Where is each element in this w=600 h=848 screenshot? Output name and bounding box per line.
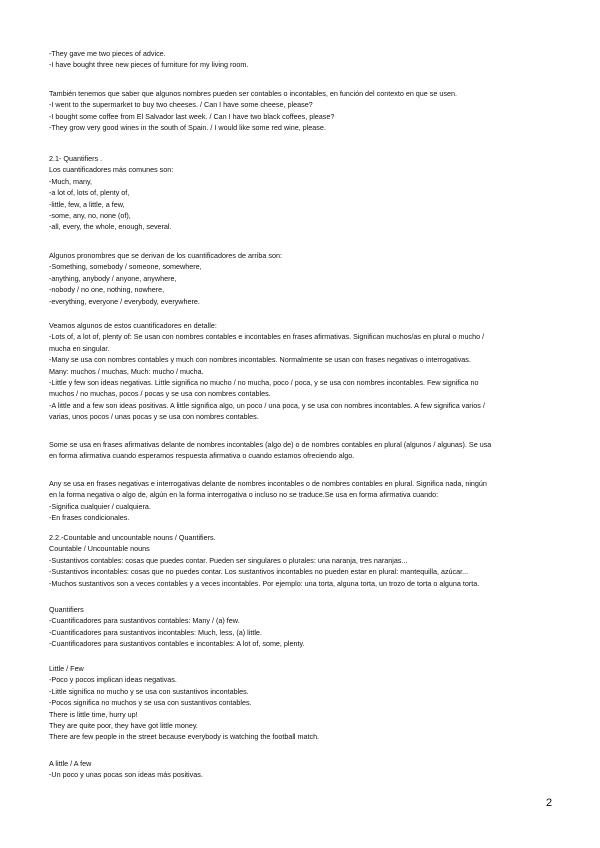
text-line: -They gave me two pieces of advice. [49,49,166,58]
section-2-2-countable-uncountable [49,532,559,589]
text-line: Veamos algunos de estos cuantificadores en detalle: [49,321,217,330]
text-line: -Sustantivos incontables: cosas que no puedes contar. Los sustantivos incontables no pueden estar en plural: mantequilla, azúcar... [49,567,469,577]
paragraph-little-few [49,663,559,743]
text-line: -Cuantificadores para sustantivos contables e incontables: A lot of, some, plenty. [49,639,305,649]
paragraph-quantifiers-list [49,604,559,650]
subheading: Countable / Uncountable nouns [49,544,150,554]
text-line: muchos / no muchas, pocos / pocas y se usa con nombres contables. [49,389,271,399]
text-line: -I went to the supermarket to buy two cheeses. / Can I have some cheese, please? [49,100,313,110]
text-line: -Cuantificadores para sustantivos incontables: Much, less, (a) little. [49,627,262,637]
section-2-1-quantifiers [49,153,559,233]
text-line: -nobody / no one, nothing, nowhere, [49,285,165,295]
text-line: -everything, everyone / everybody, everywhere. [49,296,200,306]
text-line: -a lot of, lots of, plenty of, [49,188,130,198]
text-line: -Something, somebody / someone, somewhere, [49,262,202,272]
text-line: Algunos pronombres que se derivan de los cuantificadores de arriba son: [49,251,282,260]
subheading: Little / Few [49,664,84,673]
paragraph-derived-pronouns [49,250,559,307]
text-line: -Sustantivos contables: cosas que puedes contar. Pueden ser singulares o plurales: una naranja, tres naranjas... [49,555,408,565]
text-line: -Muchos sustantivos son a veces contables y a veces incontables. Por ejemplo: una torta, alguna torta, un trozo de torta o alguna torta. [49,578,480,588]
text-line: en forma afirmativa cuando esperamos respuesta afirmativa o cuando estamos ofreciendo algo. [49,451,355,461]
text-line: -I have bought three new pieces of furniture for my living room. [49,60,249,70]
text-line: También tenemos que saber que algunos nombres pueden ser contables o incontables, en función del contexto en que se usen. [49,89,457,98]
text-line: Some se usa en frases afirmativas delante de nombres incontables (algo de) o de nombres contables en plural (algunos / algunas). Se usa [49,440,492,449]
text-line: -Significa cualquier / cualquiera. [49,501,151,511]
text-line: -Lots of, a lot of, plenty of: Se usan con nombres contables e incontables en frases afirmativas. Significan muchos/as en plural o mucho / [49,332,485,342]
text-line: -little, few, a little, a few, [49,199,125,209]
text-line: -Un poco y unas pocas son ideas más positivas. [49,770,203,780]
text-line: -A little and a few son ideas positivas. A little significa algo, un poco / una poca, y se usa con nombres incontables. A few significa varios / [49,400,485,410]
paragraph-examples-plural [49,48,559,71]
text-line: -all, every, the whole, enough, several. [49,222,172,232]
subheading: A little / A few [49,759,92,768]
text-line: -anything, anybody / anyone, anywhere, [49,273,177,283]
text-line: -Little significa no mucho y se usa con sustantivos incontables. [49,686,249,696]
text-line: There are few people in the street because everybody is watching the football match. [49,732,320,742]
text-line: -Little y few son ideas negativas. Little significa no mucho / no mucha, poco / poca, y se usa con nombres incontables. Few significa no [49,377,479,387]
text-line: en la forma negativa o algo de, algún en la forma interrogativa o incluso no se traduce.Se usa en forma afirmativa cuando: [49,490,439,500]
text-line: They are quite poor, they have got little money. [49,720,198,730]
text-line: -Poco y pocos implican ideas negativas. [49,675,177,685]
text-line: There is little time, hurry up! [49,709,138,719]
text-line: -I bought some coffee from El Salvador last week. / Can I have two black coffees, please? [49,111,335,121]
text-line: Many: muchos / muchas, Much: mucho / mucha. [49,366,204,376]
paragraph-quantifiers-detail [49,320,559,423]
text-line: mucha en singular. [49,343,110,353]
text-line: -Many se usa con nombres contables y much con nombres incontables. Normalmente se usan con frases negativas o interrogativas. [49,355,471,365]
paragraph-some-usage [49,439,559,462]
section-heading: 2.2.-Countable and uncountable nouns / Quantifiers. [49,533,216,542]
paragraph-a-little-a-few [49,758,559,781]
subheading: Quantifiers [49,605,84,614]
text-line: -Cuantificadores para sustantivos contables: Many / (a) few. [49,616,240,626]
text-line: -En frases condicionales. [49,513,130,523]
section-heading: 2.1- Quantifiers . [49,154,103,163]
text-line: -Much, many, [49,176,93,186]
text-line: -They grow very good wines in the south of Spain. / I would like some red wine, please. [49,123,326,133]
text-line: -Pocos significa no muchos y se usa con sustantivos contables. [49,698,252,708]
text-line: Any se usa en frases negativas e interrogativas delante de nombres incontables o de nombres contables en plural. Significa nada, ningún [49,479,487,488]
text-line: Los cuantificadores más comunes son: [49,165,174,175]
page-number: 2 [546,797,553,809]
text-line: -some, any, no, none (of), [49,210,131,220]
text-line: varias, unos pocos / unas pocas y se usa con nombres contables. [49,412,259,422]
paragraph-countable-uncountable-context [49,88,559,134]
paragraph-any-usage [49,478,559,524]
